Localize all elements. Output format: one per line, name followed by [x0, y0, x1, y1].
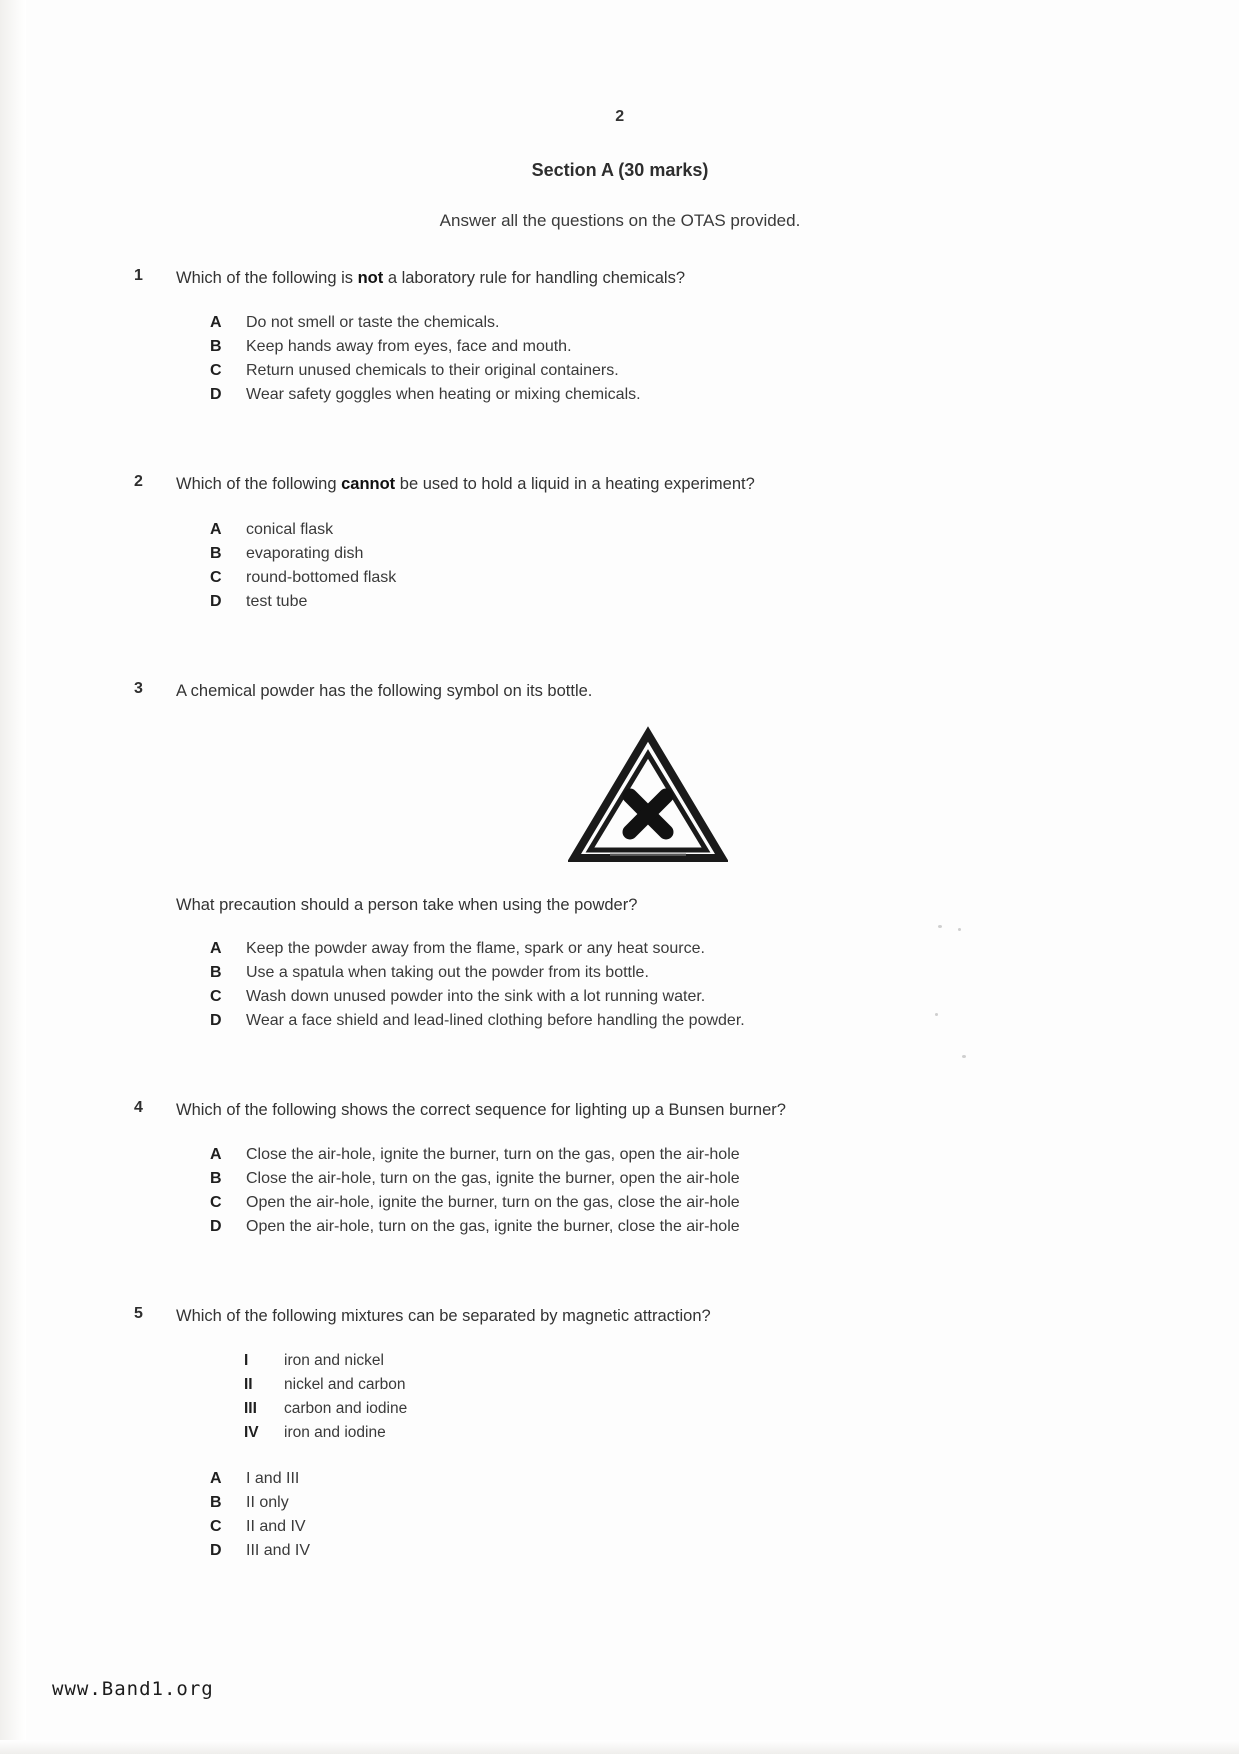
- stem-part-before: Which of the following: [176, 475, 342, 494]
- option-letter: C: [210, 987, 222, 1005]
- spacer: [120, 1033, 1120, 1063]
- roman-item-iv: [244, 1421, 1120, 1445]
- option-letter: A: [210, 520, 222, 538]
- question-5: [120, 1305, 1120, 1563]
- page-number: 2: [615, 108, 625, 125]
- option-letter: C: [210, 1518, 222, 1536]
- option-text: evaporating dish: [246, 544, 364, 562]
- question-stem: A chemical powder has the following symbol on its bottle.: [176, 681, 593, 700]
- option-a[interactable]: [210, 311, 1120, 335]
- option-text: conical flask: [246, 520, 334, 538]
- option-b[interactable]: [210, 1167, 1120, 1191]
- option-text: Return unused chemicals to their original containers.: [246, 362, 619, 380]
- stem-part-after: a laboratory rule for handling chemicals?: [383, 269, 685, 287]
- stem-part-after: be used to hold a liquid in a heating experiment?: [395, 475, 755, 494]
- roman-item-iii: [244, 1397, 1120, 1421]
- option-c[interactable]: [210, 359, 1120, 383]
- option-text: Keep hands away from eyes, face and mouth.: [246, 338, 572, 356]
- option-letter: A: [210, 1146, 222, 1164]
- option-text: I and III: [246, 1470, 300, 1488]
- option-text: Wear safety goggles when heating or mixing chemicals.: [246, 386, 641, 404]
- roman-label: I: [244, 1352, 249, 1370]
- stem-emphasis: cannot: [341, 475, 396, 494]
- option-letter: D: [210, 592, 222, 610]
- question-2: [120, 473, 1120, 613]
- option-letter: B: [210, 963, 222, 981]
- scan-edge-left: [0, 0, 26, 1754]
- stem-part-before: Which of the following is: [176, 269, 358, 287]
- option-text: Use a spatula when taking out the powder from its bottle.: [246, 963, 649, 981]
- option-b[interactable]: [210, 542, 1120, 566]
- roman-item-ii: [244, 1373, 1120, 1397]
- question-followup: What precaution should a person take when using the powder?: [176, 895, 638, 914]
- option-d[interactable]: [210, 1539, 1120, 1563]
- option-text: Do not smell or taste the chemicals.: [246, 314, 500, 332]
- option-c[interactable]: [210, 1191, 1120, 1215]
- option-text: II and IV: [246, 1518, 306, 1536]
- option-text: Keep the powder away from the flame, spark or any heat source.: [246, 939, 705, 957]
- question-number: 3: [134, 679, 143, 697]
- option-letter: B: [210, 1494, 222, 1512]
- hazard-symbol-figure: [176, 726, 1120, 866]
- option-letter: B: [210, 1170, 222, 1188]
- option-text: Wear a face shield and lead-lined clothing before handling the powder.: [246, 1011, 745, 1029]
- option-d[interactable]: [210, 1009, 1120, 1033]
- footer-watermark: www.Band1.org: [52, 1678, 214, 1700]
- roman-label: II: [244, 1376, 253, 1394]
- roman-item-i: [244, 1349, 1120, 1373]
- option-text: Open the air-hole, turn on the gas, ignite the burner, close the air-hole: [246, 1218, 740, 1236]
- question-4: [120, 1099, 1120, 1239]
- instruction-text: Answer all the questions on the OTAS provided.: [439, 211, 801, 230]
- section-title: Section A (30 marks): [531, 160, 709, 180]
- spacer: [120, 1239, 1120, 1269]
- roman-label: IV: [244, 1424, 259, 1442]
- option-d[interactable]: [210, 1215, 1120, 1239]
- option-list: [176, 1143, 1120, 1239]
- question-1: [120, 267, 1120, 407]
- option-letter: D: [210, 386, 222, 404]
- option-text: II only: [246, 1494, 289, 1512]
- option-text: round-bottomed flask: [246, 568, 397, 586]
- roman-text: carbon and iodine: [284, 1400, 408, 1418]
- option-letter: C: [210, 1194, 222, 1212]
- option-text: Close the air-hole, ignite the burner, turn on the gas, open the air-hole: [246, 1146, 740, 1164]
- option-text: test tube: [246, 592, 308, 610]
- option-b[interactable]: [210, 961, 1120, 985]
- option-a[interactable]: [210, 1143, 1120, 1167]
- option-a[interactable]: [210, 1467, 1120, 1491]
- question-number: 2: [134, 473, 143, 491]
- option-letter: A: [210, 939, 222, 957]
- question-stem: Which of the following mixtures can be separated by magnetic attraction?: [176, 1307, 711, 1326]
- scan-edge-bottom: [0, 1740, 1239, 1754]
- stem-emphasis: not: [357, 269, 384, 287]
- option-a[interactable]: [210, 518, 1120, 542]
- roman-numeral-list: [176, 1349, 1120, 1445]
- option-letter: B: [210, 544, 222, 562]
- option-letter: A: [210, 314, 222, 332]
- option-a[interactable]: [210, 937, 1120, 961]
- option-letter: D: [210, 1218, 222, 1236]
- option-d[interactable]: [210, 590, 1120, 614]
- option-text: Close the air-hole, turn on the gas, ignite the burner, open the air-hole: [246, 1170, 740, 1188]
- option-c[interactable]: [210, 566, 1120, 590]
- option-list: [176, 1467, 1120, 1563]
- option-letter: C: [210, 568, 222, 586]
- option-letter: C: [210, 362, 222, 380]
- roman-label: III: [244, 1400, 257, 1418]
- roman-text: iron and nickel: [284, 1352, 384, 1370]
- option-letter: D: [210, 1542, 222, 1560]
- question-number: 1: [134, 267, 143, 284]
- option-c[interactable]: [210, 1515, 1120, 1539]
- question-stem: Which of the following shows the correct sequence for lighting up a Bunsen burner?: [176, 1100, 786, 1119]
- option-b[interactable]: [210, 1491, 1120, 1515]
- spacer: [120, 407, 1120, 437]
- option-text: Open the air-hole, ignite the burner, turn on the gas, close the air-hole: [246, 1194, 740, 1212]
- option-text: Wash down unused powder into the sink with a lot running water.: [246, 987, 706, 1005]
- option-d[interactable]: [210, 383, 1120, 407]
- option-list: [176, 518, 1120, 614]
- option-text: III and IV: [246, 1542, 311, 1560]
- option-letter: D: [210, 1011, 222, 1029]
- page-content: [120, 108, 1120, 1563]
- option-c[interactable]: [210, 985, 1120, 1009]
- option-list: [176, 937, 1120, 1033]
- question-number: 5: [134, 1305, 143, 1323]
- option-letter: B: [210, 338, 222, 356]
- question-number: 4: [134, 1098, 143, 1116]
- roman-text: nickel and carbon: [284, 1376, 406, 1394]
- harmful-irritant-hazard-symbol-icon: [568, 726, 728, 866]
- option-b[interactable]: [210, 335, 1120, 359]
- question-stem: [176, 267, 1120, 289]
- question-3: [120, 680, 1120, 1033]
- question-stem: [176, 473, 1120, 495]
- spacer: [120, 614, 1120, 644]
- option-letter: A: [210, 1470, 222, 1488]
- roman-text: iron and iodine: [284, 1424, 386, 1442]
- option-list: [176, 311, 1120, 407]
